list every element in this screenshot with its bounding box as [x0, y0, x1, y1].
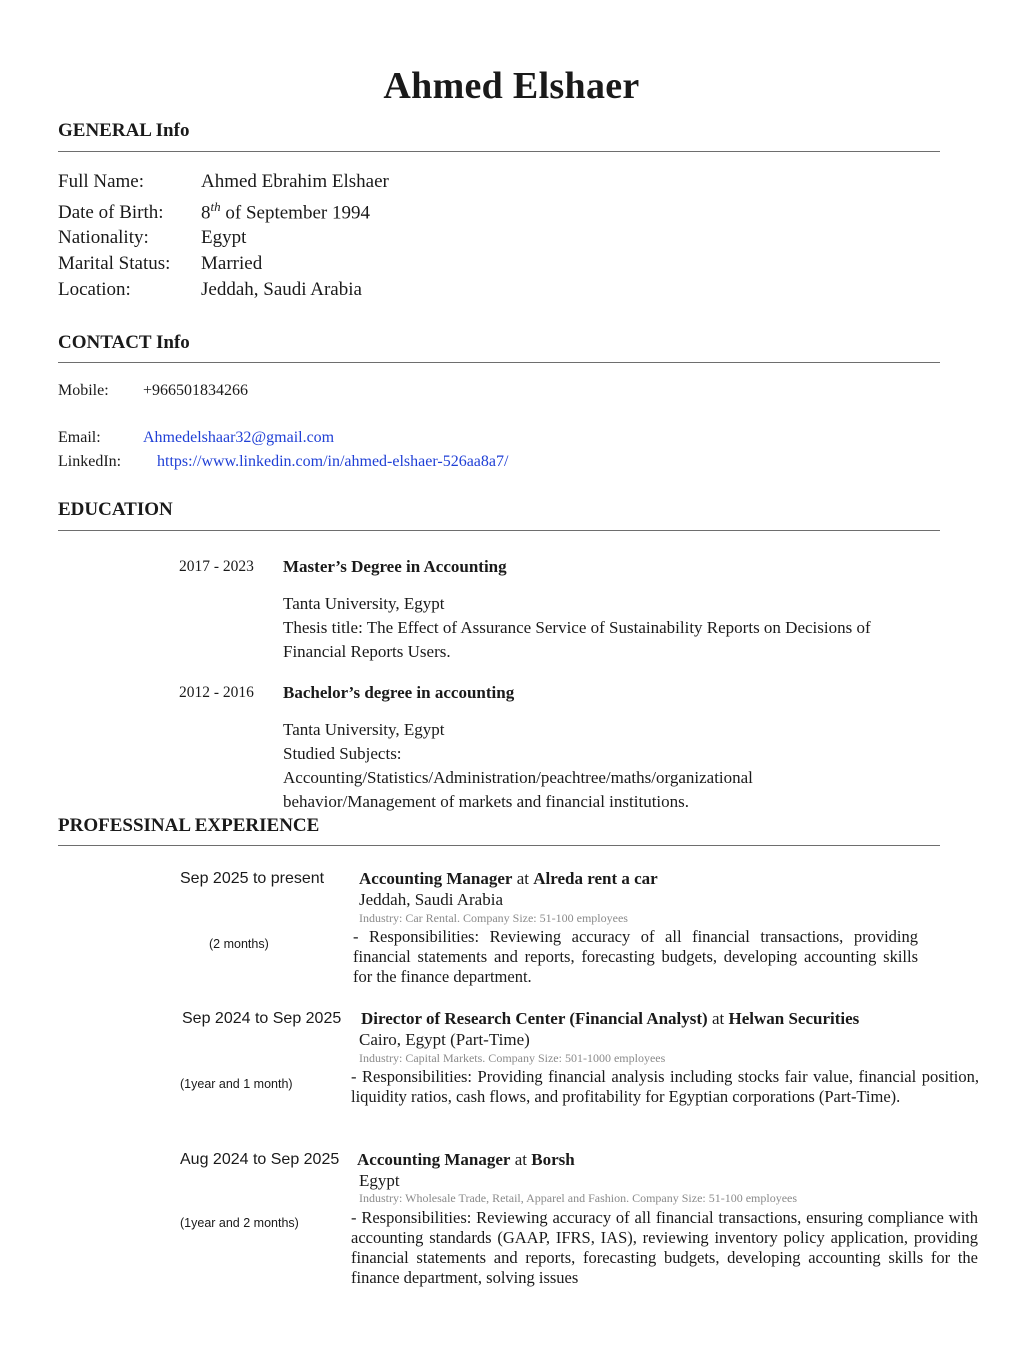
- divider: [58, 151, 940, 152]
- experience-company: Helwan Securities: [728, 1009, 860, 1028]
- experience-industry: Industry: Capital Markets. Company Size: 501-1000 employees: [359, 1051, 666, 1065]
- experience-title: [359, 869, 658, 889]
- nationality-value: Egypt: [201, 227, 247, 248]
- experience-title: [357, 1150, 575, 1170]
- full-name-value: Ahmed Ebrahim Elshaer: [201, 171, 389, 192]
- nationality-label: Nationality:: [58, 227, 149, 248]
- section-heading-general: GENERAL Info: [58, 120, 190, 141]
- experience-period: Sep 2024 to Sep 2025: [182, 1010, 342, 1027]
- experience-duration: (1year and 2 months): [180, 1216, 299, 1230]
- education-line: Tanta University, Egypt: [283, 720, 445, 739]
- mobile-value: +966501834266: [143, 382, 249, 399]
- experience-at: at: [514, 1150, 527, 1169]
- experience-location: Egypt: [359, 1171, 400, 1190]
- experience-role: Accounting Manager: [359, 869, 513, 888]
- location-row: [58, 279, 362, 301]
- education-years: 2012 - 2016: [179, 684, 254, 701]
- dob-rest: of September 1994: [225, 202, 370, 224]
- experience-location: Cairo, Egypt (Part-Time): [359, 1030, 530, 1049]
- mobile-row: [58, 382, 248, 400]
- experience-at: at: [711, 1009, 725, 1028]
- experience-at: at: [516, 869, 529, 888]
- marital-row: [58, 253, 262, 275]
- education-line: Studied Subjects:: [283, 744, 402, 763]
- dob-day: 8: [201, 202, 211, 224]
- dob-label: Date of Birth:: [58, 202, 164, 224]
- experience-industry: Industry: Wholesale Trade, Retail, Apparel and Fashion. Company Size: 51-100 employees: [359, 1191, 798, 1205]
- mobile-label: Mobile:: [58, 382, 109, 399]
- education-details: [283, 718, 823, 814]
- education-line: Thesis title: The Effect of Assurance Service of Sustainability Reports on Decisions of Financial Reports Users.: [283, 618, 871, 661]
- experience-responsibilities: - Responsibilities: Reviewing accuracy of all financial transactions, ensuring compliance with accounting standards (GAAP, IFRS, IAS), reviewing inventory policy application, providing financial statements and reports, forecasting budgets, developing accounting skills for the finance department, solving issues: [351, 1208, 978, 1287]
- divider: [58, 845, 940, 846]
- experience-period: Aug 2024 to Sep 2025: [180, 1151, 340, 1168]
- section-heading-education: EDUCATION: [58, 499, 173, 520]
- education-title: Bachelor’s degree in accounting: [283, 683, 515, 702]
- education-years: 2017 - 2023: [179, 558, 254, 575]
- experience-responsibilities: - Responsibilities: Providing financial analysis including stocks fair value, financial position, liquidity ratios, cash flows, and profitability for Egyptian corporations (Part-Time).: [351, 1067, 979, 1106]
- experience-role: Director of Research Center (Financial Analyst): [361, 1009, 708, 1028]
- linkedin-link[interactable]: https://www.linkedin.com/in/ahmed-elshaer-526aa8a7/: [157, 453, 509, 470]
- experience-location: Jeddah, Saudi Arabia: [359, 890, 503, 909]
- email-link[interactable]: Ahmedelshaar32@gmail.com: [143, 429, 335, 446]
- location-label: Location:: [58, 279, 131, 300]
- experience-period: Sep 2025 to present: [180, 870, 325, 887]
- education-line: Tanta University, Egypt: [283, 594, 445, 613]
- education-details: [283, 592, 933, 664]
- experience-company: Alreda rent a car: [533, 869, 658, 888]
- experience-role: Accounting Manager: [357, 1150, 511, 1169]
- experience-industry: Industry: Car Rental. Company Size: 51-100 employees: [359, 911, 628, 925]
- marital-value: Married: [201, 253, 263, 274]
- section-heading-contact: CONTACT Info: [58, 332, 190, 353]
- linkedin-row: [58, 453, 508, 471]
- education-line: Accounting/Statistics/Administration/peachtree/maths/organizational behavior/Management of markets and financial institutions.: [283, 768, 753, 811]
- education-title: Master’s Degree in Accounting: [283, 557, 507, 576]
- experience-duration: (1year and 1 month): [180, 1077, 293, 1091]
- experience-company: Borsh: [531, 1150, 575, 1169]
- section-heading-experience: PROFESSINAL EXPERIENCE: [58, 815, 320, 836]
- linkedin-label: LinkedIn:: [58, 453, 122, 470]
- email-row: [58, 429, 334, 447]
- divider: [58, 530, 940, 531]
- divider: [58, 362, 940, 363]
- nationality-row: [58, 227, 246, 249]
- full-name-row: [58, 171, 389, 193]
- full-name-label: Full Name:: [58, 171, 145, 192]
- experience-duration: (2 months): [209, 937, 269, 951]
- dob-row: [58, 199, 370, 224]
- experience-responsibilities: - Responsibilities: Reviewing accuracy of all financial transactions, providing financial statements and reports, forecasting budgets, developing accounting skills for the finance department.: [353, 927, 918, 986]
- marital-label: Marital Status:: [58, 253, 171, 274]
- dob-suffix: th: [210, 199, 221, 214]
- email-label: Email:: [58, 429, 101, 446]
- page-title: Ahmed Elshaer: [383, 65, 640, 107]
- experience-title: [361, 1009, 859, 1029]
- location-value: Jeddah, Saudi Arabia: [201, 279, 362, 300]
